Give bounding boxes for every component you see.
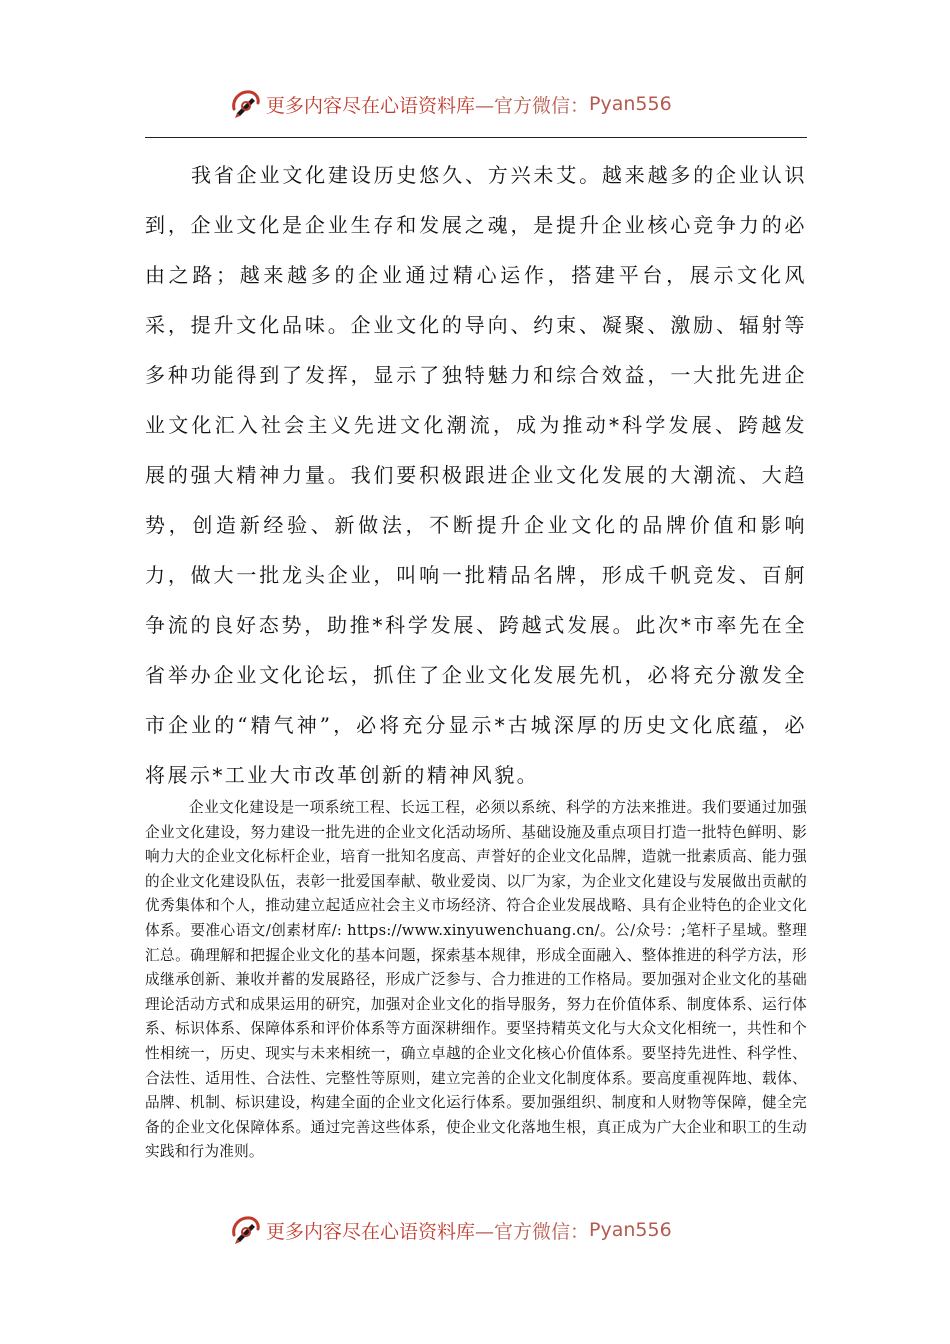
banner-wechat-account: Pyan556: [589, 1219, 672, 1241]
brush-pen-logo-icon: [228, 87, 262, 121]
header-divider: [145, 137, 807, 138]
brush-pen-logo-icon: [228, 1213, 262, 1247]
header-banner: [228, 84, 748, 124]
banner-wechat-label: —官方微信：: [475, 94, 590, 117]
body-paragraph-2: 企业文化建设是一项系统工程、长远工程，必须以系统、科学的方法来推进。我们要通过加强企业文化建设，努力建设一批先进的企业文化活动场所、基础设施及重点项目打造一批特色鲜明、影响力大的企业文化标杆企业，培育一批知名度高、声誉好的企业文化品牌，造就一批素质高、能力强的企业文化建设队伍，表彰一批爱国奉献、敬业爱岗、以厂为家，为企业文化建设与发展做出贡献的优秀集体和个人，推动建立起适应社会主义市场经济、符合企业发展战略、具有企业特色的企业文化体系。要准心语文/创素材库/: https://www.xinyuwenchuang.cn/。公/众号：;笔杆子星域。整理汇总。确理解和把握企业文化的基本问题，探索基本规律，形成全面融入、整体推进的科学方法，形成继承创新、兼收并蓄的发展路径，形成广泛参与、合力推进的工作格局。要加强对企业文化的基础理论活动方式和成果运用的研究，加强对企业文化的指导服务，努力在价值体系、制度体系、运行体系、标识体系、保障体系和评价体系等方面深耕细作。要坚持精英文化与大众文化相统一，共性和个性相统一，历史、现实与未来相统一，确立卓越的企业文化核心价值体系。要坚持先进性、科学性、合法性、适用性、合法性、完整性等原则，建立完善的企业文化制度体系。要高度重视阵地、载体、品牌、机制、标识建设，构建全面的企业文化运行体系。要加强组织、制度和人财物等保障，健全完备的企业文化保障体系。通过完善这些体系，使企业文化落地生根，真正成为广大企业和职工的生动实践和行为准则。: [145, 799, 807, 1161]
footer-banner: [228, 1210, 748, 1250]
banner-wechat-label: —官方微信：: [475, 1220, 590, 1243]
banner-wechat-account: Pyan556: [589, 93, 672, 115]
banner-title: 更多内容尽在心语资料库: [266, 1220, 476, 1243]
body-paragraph-1: 我省企业文化建设历史悠久、方兴未艾。越来越多的企业认识到，企业文化是企业生存和发展之魂，是提升企业核心竞争力的必由之路；越来越多的企业通过精心运作，搭建平台，展示文化风采，提升文化品味。企业文化的导向、约束、凝聚、激励、辐射等多种功能得到了发挥，显示了独特魅力和综合效益，一大批先进企业文化汇入社会主义先进文化潮流，成为推动*科学发展、跨越发展的强大精神力量。我们要积极跟进企业文化发展的大潮流、大趋势，创造新经验、新做法，不断提升企业文化的品牌价值和影响力，做大一批龙头企业，叫响一批精品名牌，形成千帆竞发、百舸争流的良好态势，助推*科学发展、跨越式发展。此次*市率先在全省举办企业文化论坛，抓住了企业文化发展先机，必将充分激发全市企业的“精气神”，必将充分显示*古城深厚的历史文化底蕴，必将展示*工业大市改革创新的精神风貌。: [145, 163, 807, 787]
banner-title: 更多内容尽在心语资料库: [266, 94, 476, 117]
